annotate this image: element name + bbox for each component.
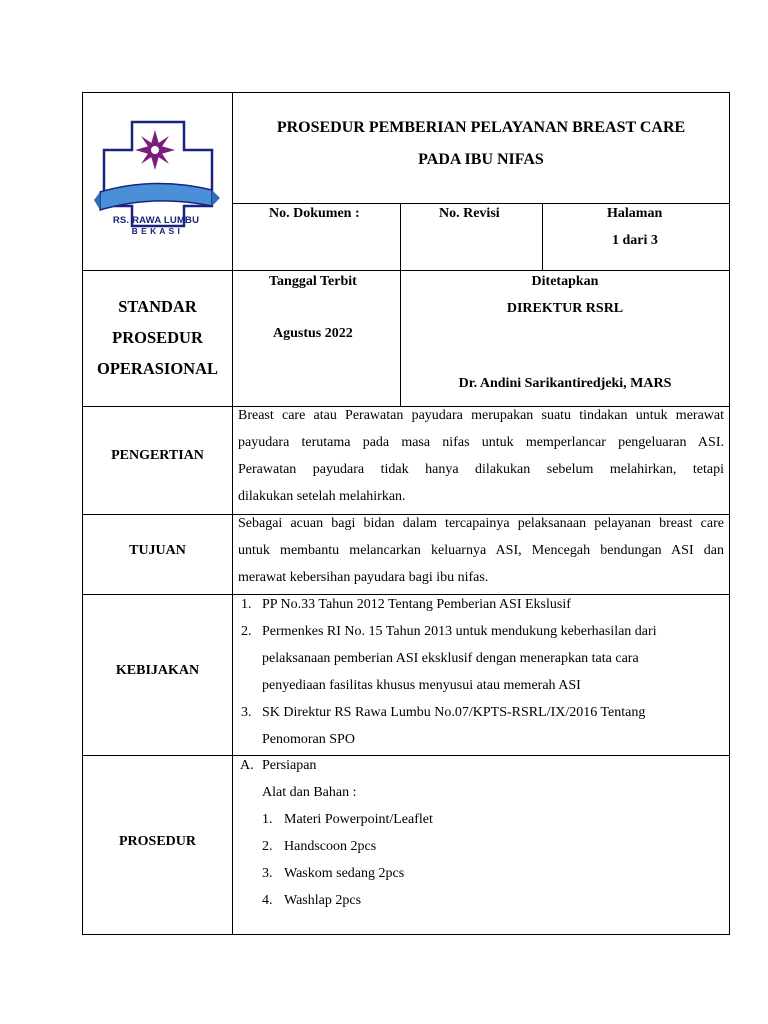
kebijakan-item-text: SK Direktur RS Rawa Lumbu No.07/KPTS-RSRL/IX/2016 Tentang: [262, 705, 646, 720]
doc-number-label: No. Dokumen :: [269, 206, 360, 221]
kebijakan-item-text: Penomoran SPO: [262, 732, 355, 747]
row-divider-title: [232, 203, 730, 204]
pengertian-label: PENGERTIAN: [111, 448, 204, 463]
prosedur-heading-number: A.: [240, 758, 254, 773]
prosedur-item-number: 4.: [262, 893, 273, 908]
issue-date-label: Tanggal Terbit: [269, 274, 357, 289]
row-divider-issue: [82, 406, 730, 407]
kebijakan-item-number: 2.: [241, 624, 252, 639]
row-divider-tujuan: [82, 594, 730, 595]
tujuan-line: Sebagai acuan bagi bidan dalam tercapainya pelaksanaan pelayanan breast care: [238, 516, 724, 531]
prosedur-item-text: Washlap 2pcs: [284, 893, 362, 908]
tujuan-line: merawat kebersihan payudara bagi ibu nifas.: [238, 570, 489, 585]
spo-line3: OPERASIONAL: [96, 359, 219, 378]
page-label: Halaman: [607, 206, 663, 221]
revision-label: No. Revisi: [439, 206, 500, 221]
kebijakan-item-number: 3.: [241, 705, 252, 720]
issue-date-value: Agustus 2022: [273, 326, 353, 341]
pengertian-line: dilakukan setelah melahirkan.: [238, 489, 406, 504]
hospital-logo: [94, 114, 224, 234]
row-divider-header: [82, 270, 730, 271]
kebijakan-item-text: penyediaan fasilitas khusus menyusui atau memerah ASI: [262, 678, 581, 693]
prosedur-label: PROSEDUR: [118, 834, 196, 849]
pengertian-line: Perawatan payudara tidak hanya dilakukan sebelum melahirkan, tetapi: [238, 462, 724, 477]
set-by-title: DIREKTUR RSRL: [506, 301, 624, 316]
kebijakan-item-text: PP No.33 Tahun 2012 Tentang Pemberian ASI Ekslusif: [262, 597, 571, 612]
meta-divider-2: [542, 203, 543, 271]
kebijakan-item-text: Permenkes RI No. 15 Tahun 2013 untuk mendukung keberhasilan dari: [262, 624, 657, 639]
spo-line2: PROSEDUR: [112, 328, 203, 347]
prosedur-item-number: 3.: [262, 866, 273, 881]
pengertian-line: payudara terutama pada masa nifas untuk memperlancar pengeluaran ASI.: [238, 435, 724, 450]
row-divider-pengertian: [82, 514, 730, 515]
row-divider-kebijakan: [82, 755, 730, 756]
prosedur-item-text: Waskom sedang 2pcs: [284, 866, 405, 881]
tujuan-label: TUJUAN: [129, 543, 186, 558]
logo-text-line1: RS. RAWA LUMBU: [112, 215, 200, 226]
table-border-bottom: [82, 934, 730, 935]
page-value: 1 dari 3: [612, 233, 658, 248]
kebijakan-item-number: 1.: [241, 597, 252, 612]
document-title-line2: PADA IBU NIFAS: [418, 151, 544, 168]
prosedur-item-number: 2.: [262, 839, 273, 854]
document-title-line1: PROSEDUR PEMBERIAN PELAYANAN BREAST CARE: [276, 119, 686, 136]
pengertian-line: Breast care atau Perawatan payudara merupakan suatu tindakan untuk merawat: [238, 408, 724, 423]
prosedur-heading: Persiapan: [262, 758, 317, 773]
signatory-name: Dr. Andini Sarikantiredjeki, MARS: [458, 376, 672, 391]
prosedur-subheading: Alat dan Bahan :: [262, 785, 357, 800]
spo-line1: STANDAR: [118, 297, 197, 316]
tujuan-line: untuk membantu melancarkan keluarnya ASI, Mencegah bendungan ASI dan: [238, 543, 724, 558]
kebijakan-item-text: pelaksanaan pemberian ASI eksklusif dengan menerapkan tata cara: [262, 651, 639, 666]
prosedur-item-text: Handscoon 2pcs: [284, 839, 377, 854]
prosedur-item-number: 1.: [262, 812, 273, 827]
table-border-top: [82, 92, 730, 93]
prosedur-item-text: Materi Powerpoint/Leaflet: [284, 812, 433, 827]
kebijakan-label: KEBIJAKAN: [115, 663, 200, 678]
set-by-label: Ditetapkan: [531, 274, 599, 289]
logo-text-line2: B E K A S I: [131, 226, 181, 236]
